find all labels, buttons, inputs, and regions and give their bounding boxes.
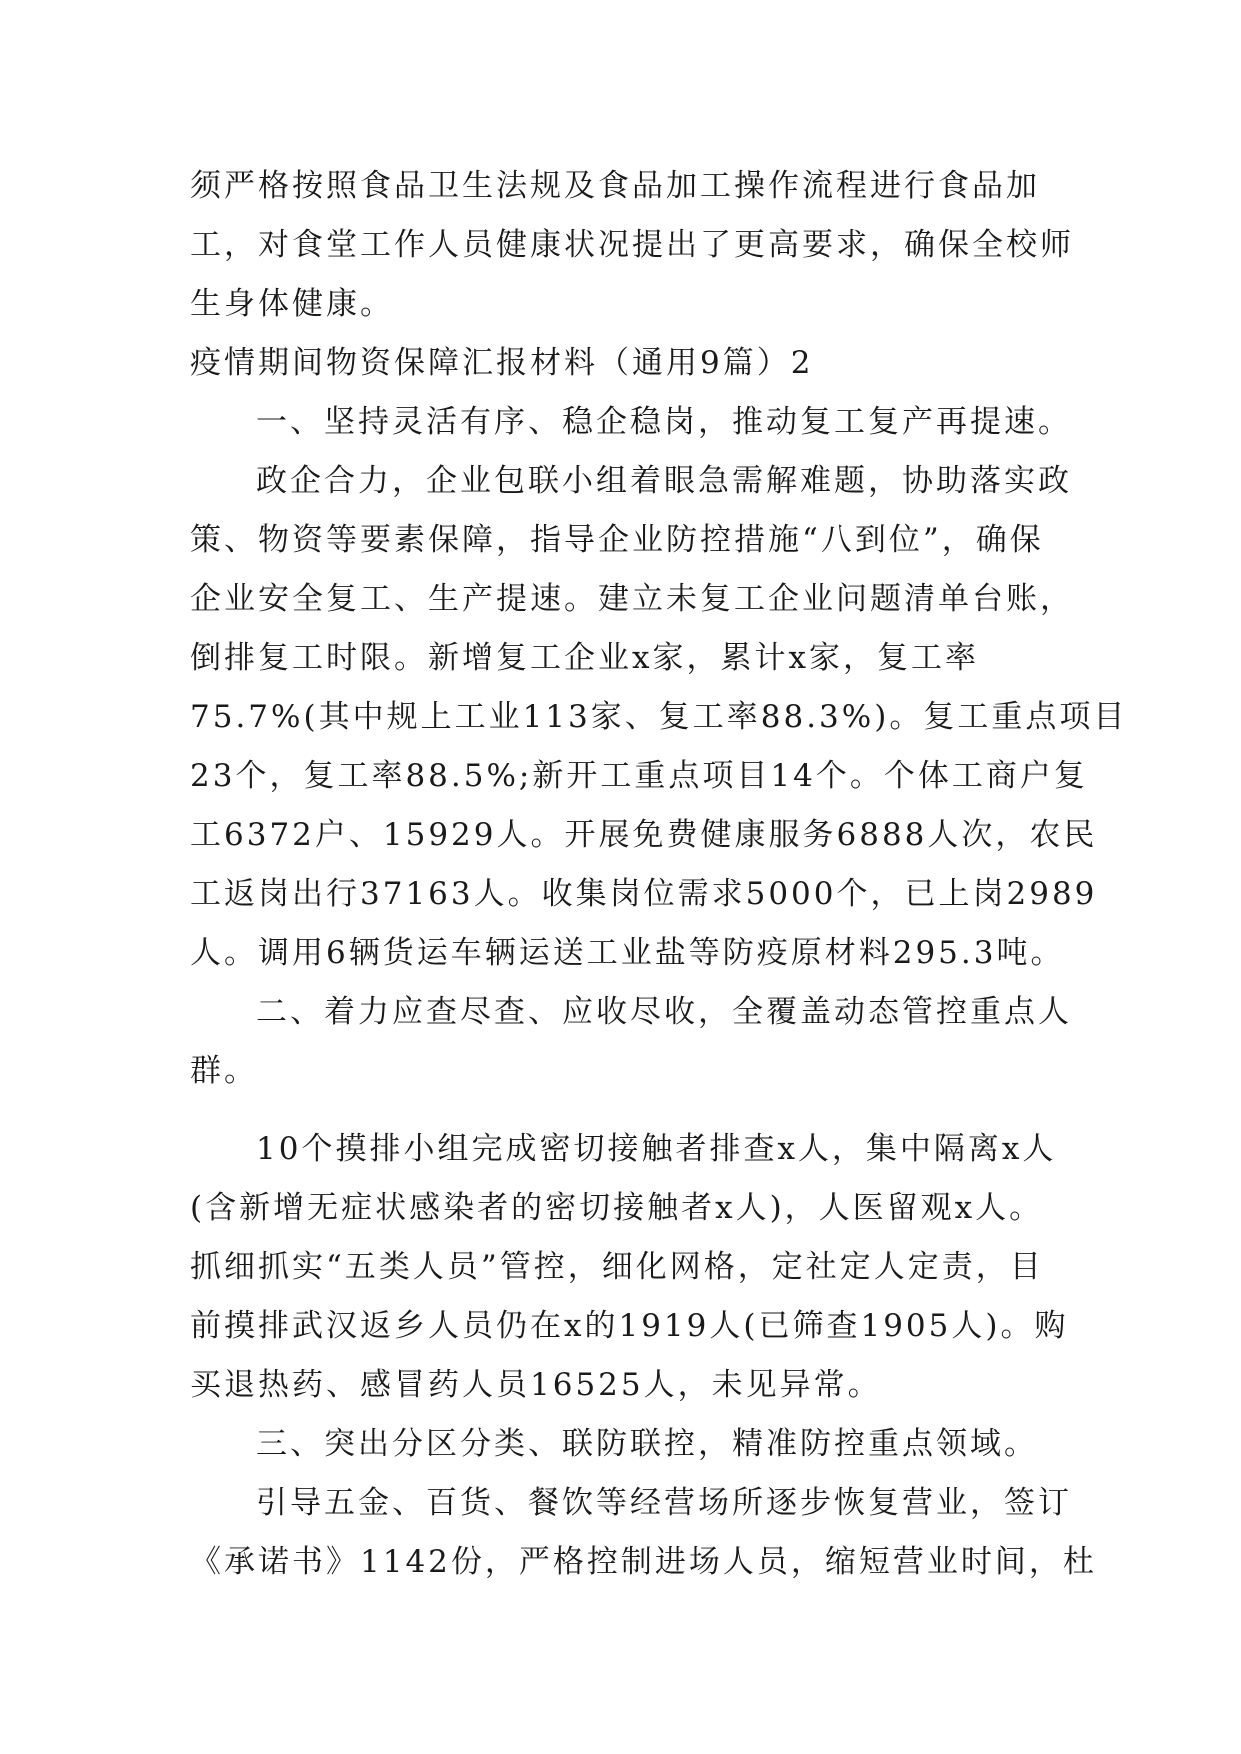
section-title: 疫情期间物资保障汇报材料（通用9篇）2 <box>190 345 814 381</box>
paragraph-1-line-2: 策、物资等要素保障，指导企业防控措施“八到位”，确保 <box>190 522 1044 558</box>
heading-3: 三、突出分区分类、联防联控，精准防控重点领域。 <box>256 1426 1038 1462</box>
paragraph-3-line-2: 《承诺书》1142份，严格控制进场人员，缩短营业时间，杜 <box>190 1544 1097 1580</box>
paragraph-3-line-1: 引导五金、百货、餐饮等经营场所逐步恢复营业，签订 <box>256 1485 1072 1521</box>
paragraph-1-line-8: 工返岗出行37163人。收集岗位需求5000个，已上岗2989 <box>190 876 1098 912</box>
paragraph-2-line-1: 10个摸排小组完成密切接触者排查x人，集中隔离x人 <box>256 1131 1057 1167</box>
heading-2-line-1: 二、着力应查尽查、应收尽收，全覆盖动态管控重点人 <box>256 994 1072 1030</box>
paragraph-2-line-2: (含新增无症状感染者的密切接触者x人)，人医留观x人。 <box>190 1190 1044 1226</box>
continuation-line-1: 须严格按照食品卫生法规及食品加工操作流程进行食品加 <box>190 168 1040 204</box>
paragraph-1-line-9: 人。调用6辆货运车辆运送工业盐等防疫原材料295.3吨。 <box>190 935 1065 971</box>
paragraph-1-line-5: 75.7%(其中规上工业113家、复工率88.3%)。复工重点项目 <box>190 699 1128 735</box>
heading-2-line-2: 群。 <box>190 1053 258 1089</box>
paragraph-2-line-4: 前摸排武汉返乡人员仍在x的1919人(已筛查1905人)。购 <box>190 1308 1069 1344</box>
paragraph-1-line-6: 23个，复工率88.5%;新开工重点项目14个。个体工商户复 <box>190 758 1088 794</box>
heading-1: 一、坚持灵活有序、稳企稳岗，推动复工复产再提速。 <box>256 404 1072 440</box>
continuation-line-2: 工，对食堂工作人员健康状况提出了更高要求，确保全校师 <box>190 227 1074 263</box>
document-page <box>190 157 1128 1592</box>
continuation-line-3: 生身体健康。 <box>190 286 394 322</box>
paragraph-1-line-4: 倒排复工时限。新增复工企业x家，累计x家，复工率 <box>190 640 979 676</box>
paragraph-1-line-1: 政企合力，企业包联小组着眼急需解难题，协助落实政 <box>256 463 1072 499</box>
paragraph-1-line-3: 企业安全复工、生产提速。建立未复工企业问题清单台账， <box>190 581 1074 617</box>
paragraph-1-line-7: 工6372户、15929人。开展免费健康服务6888人次，农民 <box>190 817 1098 853</box>
paragraph-2-line-5: 买退热药、感冒药人员16525人，未见异常。 <box>190 1367 882 1403</box>
paragraph-gap <box>190 1101 1056 1120</box>
paragraph-2-line-3: 抓细抓实“五类人员”管控，细化网格，定社定人定责，目 <box>190 1249 1044 1285</box>
